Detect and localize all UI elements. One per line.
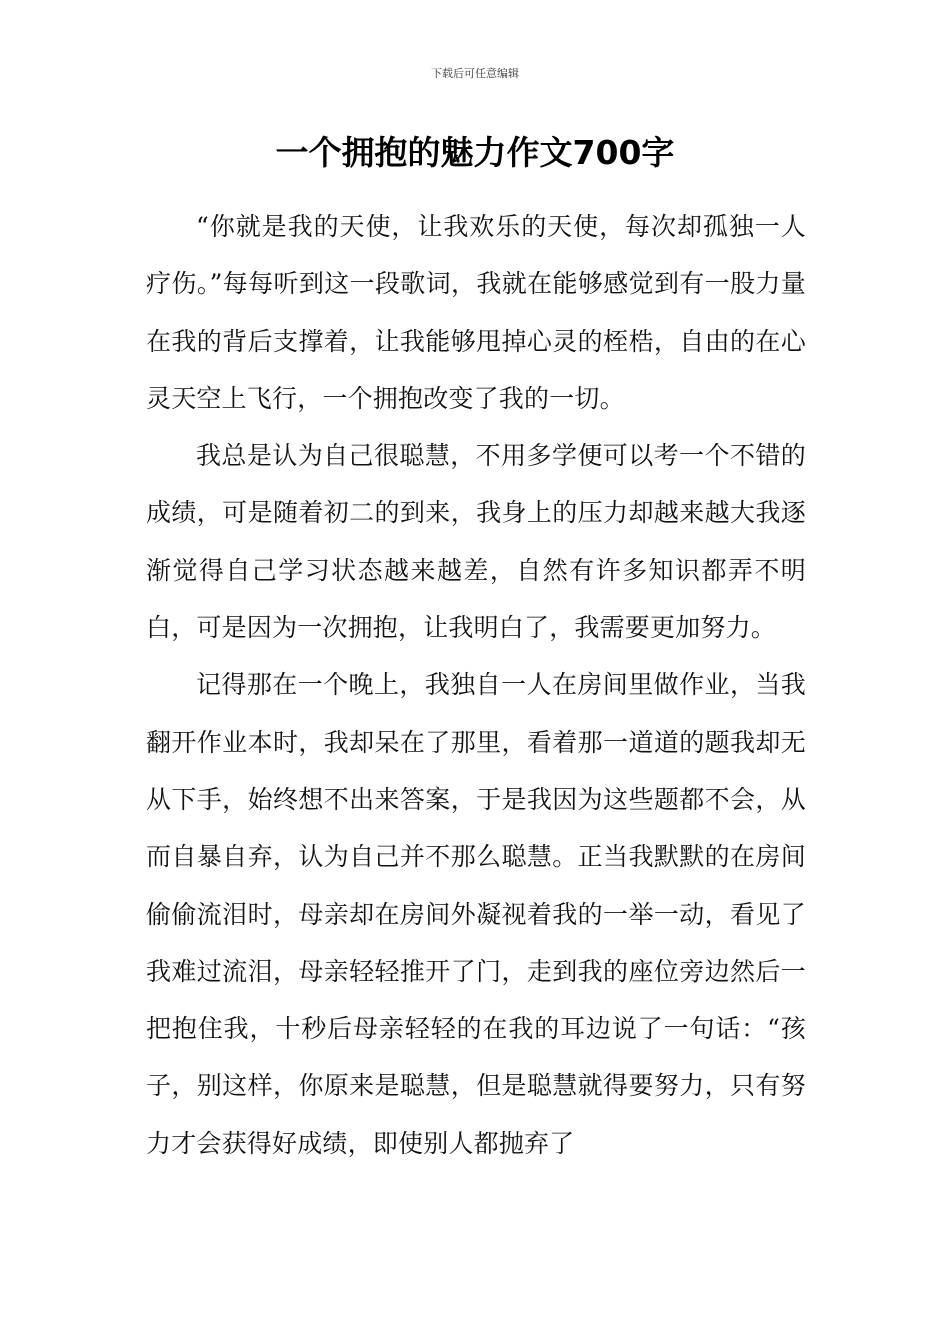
paragraph-3: 记得那在一个晚上，我独自一人在房间里做作业，当我翻开作业本时，我却呆在了那里，看着那一道道的题我却无从下手，始终想不出来答案，于是我因为这些题都不会，从而自暴自弃，认为自己并不那么聪慧。正当我默默的在房间偷偷流泪时，母亲却在房间外凝视着我的一举一动，看见了我难过流泪，母亲轻轻推开了门，走到我的座位旁边然后一把抱住我，十秒后母亲轻轻的在我的耳边说了一句话：“孩子，别这样，你原来是聪慧，但是聪慧就得要努力，只有努力才会获得好成绩，即使别人都抛弃了 [146, 670, 806, 1158]
paragraph-2: 我总是认为自己很聪慧，不用多学便可以考一个不错的成绩，可是随着初二的到来，我身上的压力却越来越大我逐渐觉得自己学习状态越来越差，自然有许多知识都弄不明白，可是因为一次拥抱，让我明白了，我需要更加努力。 [146, 441, 806, 643]
paragraph-1: “你就是我的天使，让我欢乐的天使，每次却孤独一人疗伤。”每每听到这一段歌词，我就在能够感觉到有一股力量在我的背后支撑着，让我能够甩掉心灵的桎梏，自由的在心灵天空上飞行，一个拥抱改变了我的一切。 [146, 212, 806, 413]
document-body [146, 198, 806, 1172]
document-title: 一个拥抱的魅力作文700字 [275, 133, 675, 172]
header-note: 下载后可任意编辑 [431, 67, 519, 80]
